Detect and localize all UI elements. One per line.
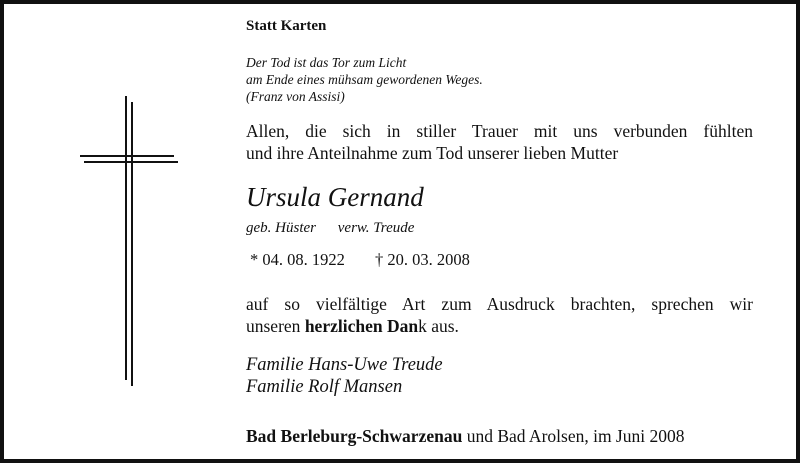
thanks-line-2-pre: unseren	[246, 316, 305, 336]
thanks-emphasis: herzlichen Dan	[304, 316, 419, 336]
death-date-group	[375, 250, 470, 269]
death-date: 20. 03. 2008	[387, 250, 470, 269]
birth-symbol-icon: *	[250, 250, 259, 269]
intro-text	[246, 120, 753, 164]
deceased-name: Ursula Gernand	[246, 182, 424, 212]
family-name: Familie Rolf Mansen	[246, 377, 403, 397]
thanks-text	[246, 293, 753, 337]
quote-block	[246, 54, 483, 105]
name-details	[246, 220, 432, 237]
death-symbol-icon: †	[375, 250, 384, 269]
place-date-line	[246, 426, 684, 447]
thanks-line-1: auf so vielfältige Art zum Ausdruck brachten, sprechen wir	[246, 294, 753, 314]
quote-author: (Franz von Assisi)	[246, 89, 345, 104]
intro-line-2: und ihre Anteilnahme zum Tod unserer lieben Mutter	[246, 143, 619, 163]
family-name: Familie Hans-Uwe Treude	[246, 355, 443, 375]
notice-header: Statt Karten	[246, 18, 327, 34]
quote-line: am Ende eines mühsam gewordenen Weges.	[246, 72, 483, 87]
widowed-name: verw. Treude	[337, 220, 415, 236]
birth-date: 04. 08. 1922	[262, 250, 345, 269]
thanks-line-2-post: k aus.	[418, 316, 459, 336]
quote-line: Der Tod ist das Tor zum Licht	[246, 55, 407, 70]
intro-line-1: Allen, die sich in stiller Trauer mit uns verbunden fühlten	[246, 121, 753, 141]
cross-graphic	[4, 4, 204, 404]
place-rest: und Bad Arolsen, im Juni 2008	[462, 426, 685, 446]
birth-name: geb. Hüster	[246, 220, 316, 236]
cross-icon	[4, 4, 204, 404]
birth-date-group	[250, 250, 349, 269]
families-block	[246, 354, 443, 398]
life-dates	[250, 250, 470, 270]
thanks-line-2	[246, 315, 753, 337]
place-name: Bad Berleburg-Schwarzenau	[246, 426, 463, 446]
